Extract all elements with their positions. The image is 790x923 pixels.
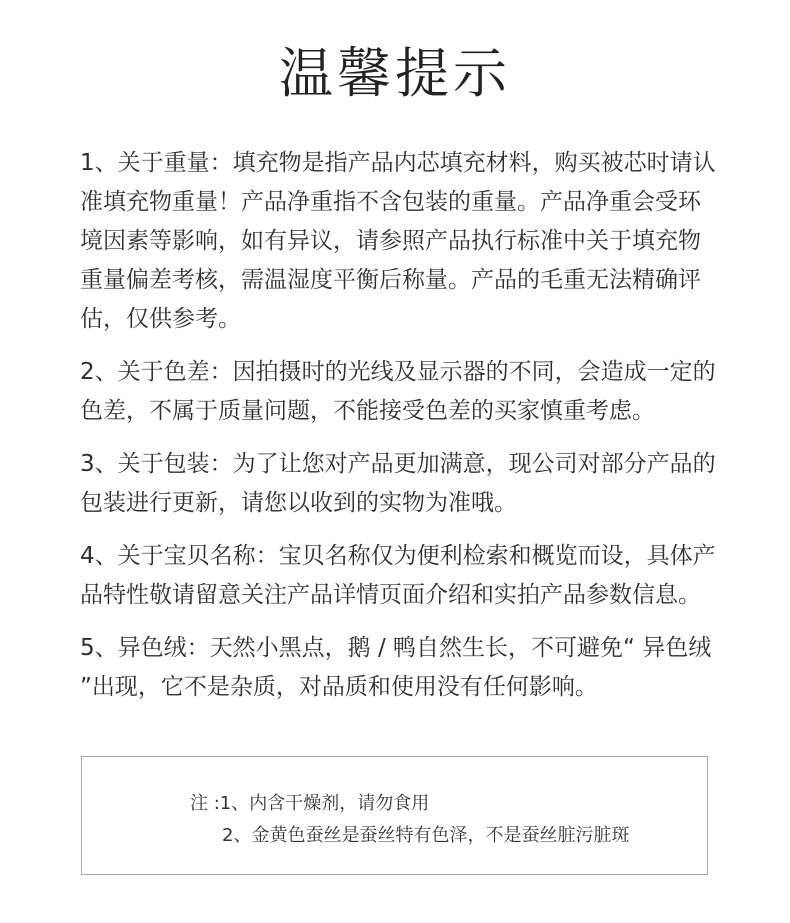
footnote-silk-color: 2、金黄色蚕丝是蚕丝特有色泽，不是蚕丝脏污脏斑: [222, 825, 630, 846]
notice-packaging: 3、关于包装：为了让您对产品更加满意，现公司对部分产品的包装进行更新，请您以收到的实物为准哦。: [80, 451, 716, 516]
page-title: 温馨提示: [279, 42, 511, 105]
notice-off-color-down: 5、异色绒：天然小黑点，鹅 / 鸭自然生长，不可避免“ 异色绒 ”出现，它不是杂质，对品质和使用没有任何影响。: [80, 635, 712, 700]
notice-color-difference: 2、关于色差：因拍摄时的光线及显示器的不同，会造成一定的色差，不属于质量问题，不能接受色差的买家慎重考虑。: [80, 359, 716, 424]
notice-list: [80, 144, 720, 721]
notice-weight: 1、关于重量：填充物是指产品内芯填充材料，购买被芯时请认准填充物重量！产品净重指不含包装的重量。产品净重会受环境因素等影响，如有异议，请参照产品执行标准中关于填充物重量偏差考核，需温湿度平衡后称量。产品的毛重无法精确评估，仅供参考。: [80, 150, 716, 332]
notice-product-name: 4、关于宝贝名称：宝贝名称仅为便利检索和概览而设，具体产品特性敬请留意关注产品详情页面介绍和实拍产品参数信息。: [80, 543, 716, 608]
footnote-desiccant: 注 :1、内含干燥剂，请勿食用: [190, 793, 430, 814]
footnote-box: [81, 756, 708, 875]
